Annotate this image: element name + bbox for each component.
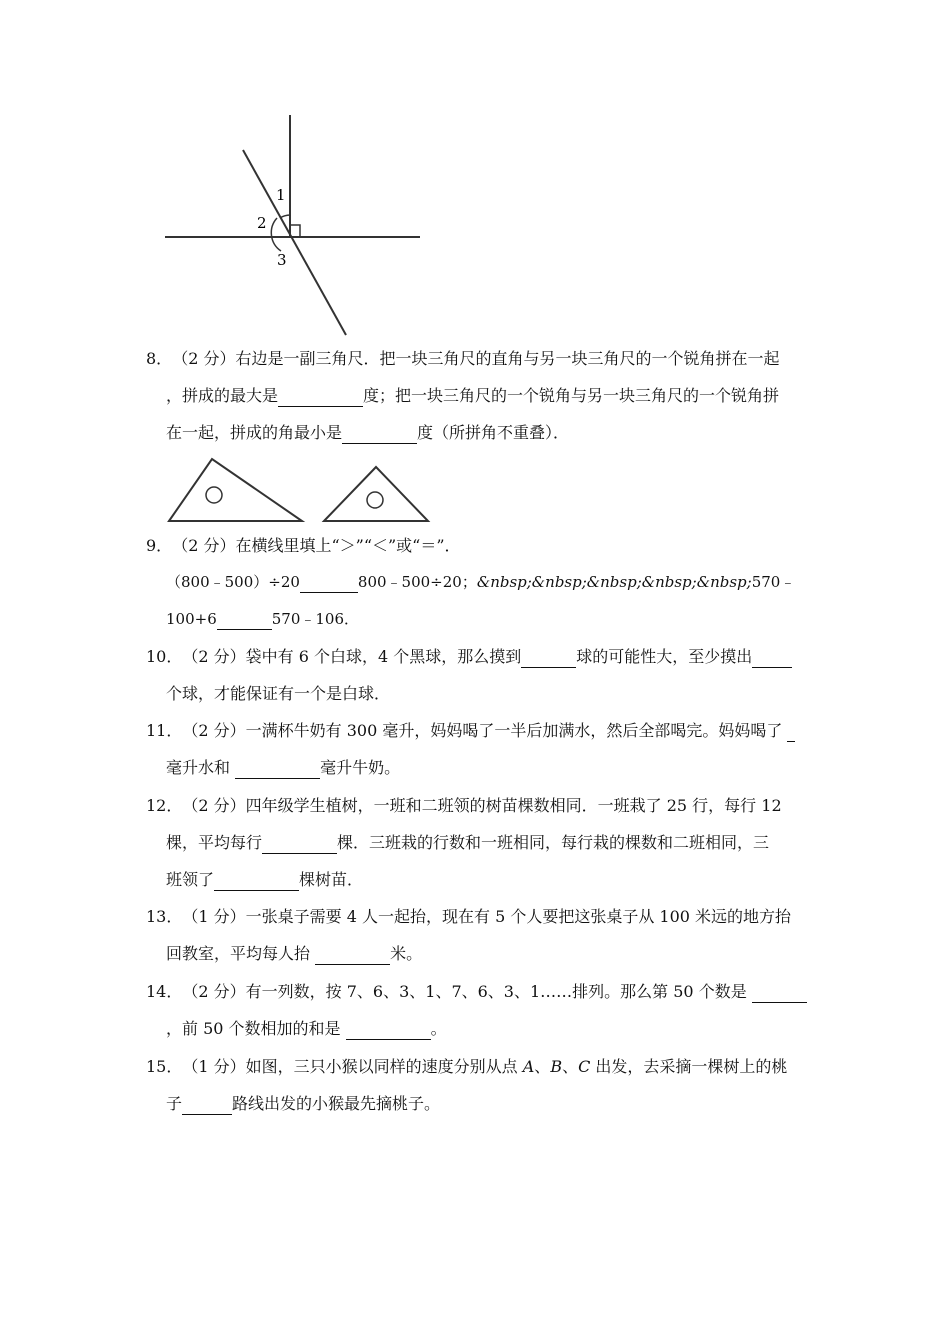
triangle-rulers-figure [160, 452, 440, 530]
question-15 [146, 1048, 810, 1122]
q10-line-1 [146, 638, 810, 675]
q13-blank-distance[interactable] [315, 942, 390, 965]
q14-blank-sum[interactable] [346, 1017, 431, 1040]
triangle-ruler-hole-2 [367, 492, 383, 508]
q9-expr-2: 800﹣500÷20； [357, 573, 477, 591]
q10-blank-count[interactable] [752, 645, 792, 668]
q12-text-3b: 棵树苗． [299, 870, 364, 889]
q13-text-1: （1 分）一张桌子需要 4 人一起抬，现在有 5 个人要把这张桌子从 100 米远的地方抬 [182, 907, 792, 926]
q14-text-2b: 。 [430, 1019, 447, 1038]
question-8 [146, 340, 810, 451]
q9-blank-1[interactable] [300, 570, 358, 593]
q12-text-2a: 棵，平均每行 [166, 833, 263, 852]
q12-line-2 [146, 824, 810, 861]
q8-number: 8． [146, 349, 173, 368]
angle-label-2: 2 [257, 214, 267, 232]
q8-line-2 [146, 377, 810, 414]
q11-text-2a: 毫升水和 [166, 758, 236, 777]
q15-point-a: A [522, 1057, 535, 1076]
oblique-line [243, 150, 346, 335]
q12-text-3a: 班领了 [166, 870, 215, 889]
q10-text-2: 个球，才能保证有一个是白球． [166, 684, 391, 703]
q9-number: 9． [146, 536, 173, 555]
q15-sep-2: 、 [562, 1057, 579, 1076]
q15-point-c: C [578, 1057, 591, 1076]
q14-text-1: （2 分）有一列数，按 7、6、3、1、7、6、3、1……排列。那么第 50 个数是 [182, 982, 752, 1001]
q15-line-2 [146, 1085, 810, 1122]
q8-blank-max-angle[interactable] [278, 384, 363, 407]
q9-nbsp-artifact: &nbsp;&nbsp;&nbsp;&nbsp;&nbsp; [476, 573, 752, 591]
q13-text-2a: 回教室，平均每人抬 [166, 944, 316, 963]
q14-blank-50th[interactable] [752, 980, 807, 1003]
q9-expr-3a: 570﹣ [751, 573, 796, 591]
q9-text-1: （2 分）在横线里填上“＞”“＜”或“＝”． [172, 536, 461, 555]
q10-blank-color[interactable] [521, 645, 576, 668]
question-10 [146, 638, 810, 712]
q9-blank-2[interactable] [217, 607, 272, 630]
question-9 [146, 527, 810, 638]
question-13 [146, 898, 810, 972]
q12-text-1: （2 分）四年级学生植树，一班和二班领的树苗棵数相同．一班栽了 25 行，每行 12 [182, 796, 782, 815]
q14-line-1 [146, 973, 810, 1010]
q8-text-2b: 度；把一块三角尺的一个锐角与另一块三角尺的一个锐角拼 [363, 386, 780, 405]
q11-blank-milk[interactable] [235, 756, 320, 779]
q12-blank-total[interactable] [214, 868, 299, 891]
q15-line-1 [146, 1048, 810, 1085]
question-12 [146, 787, 810, 898]
q11-blank-water[interactable] [787, 719, 795, 742]
question-11 [146, 712, 810, 786]
q8-text-3b: 度（所拼角不重叠）． [417, 423, 570, 442]
q11-number: 11． [146, 721, 183, 740]
q12-line-3 [146, 861, 810, 898]
q10-text-1b: 球的可能性大，至少摸出 [576, 647, 753, 666]
angle-label-3: 3 [277, 251, 287, 269]
q9-line-2 [146, 564, 810, 601]
q13-line-1 [146, 898, 810, 935]
q13-line-2 [146, 935, 810, 972]
angle-1-arc [280, 215, 290, 218]
q11-text-1: （2 分）一满杯牛奶有 300 毫升，妈妈喝了一半后加满水，然后全部喝完。妈妈喝了 [182, 721, 788, 740]
q8-text-3a: 在一起，拼成的角最小是 [166, 423, 343, 442]
q15-point-b: B [550, 1057, 563, 1076]
q10-line-2 [146, 675, 810, 712]
q15-sep-1: 、 [534, 1057, 551, 1076]
question-14 [146, 973, 810, 1047]
q11-text-2b: 毫升牛奶。 [320, 758, 401, 777]
q12-number: 12． [146, 796, 183, 815]
q13-text-2b: 米。 [390, 944, 423, 963]
angle-2-arc [271, 218, 281, 251]
q14-text-2a: ，前 50 个数相加的和是 [166, 1019, 346, 1038]
q10-text-1a: （2 分）袋中有 6 个白球，4 个黑球，那么摸到 [182, 647, 522, 666]
q14-number: 14． [146, 982, 183, 1001]
q15-text-2b: 路线出发的小猴最先摘桃子。 [232, 1094, 441, 1113]
q8-text-2a: ，拼成的最大是 [166, 386, 279, 405]
q11-line-1 [146, 712, 810, 749]
q10-number: 10． [146, 647, 183, 666]
q12-line-1 [146, 787, 810, 824]
q9-line-3 [146, 601, 810, 638]
q9-expr-4: 570﹣106． [271, 610, 360, 628]
q12-blank-per-row[interactable] [262, 831, 337, 854]
q12-text-2b: 棵．三班栽的行数和一班相同，每行栽的棵数和二班相同，三 [337, 833, 770, 852]
q8-text-1: （2 分）右边是一副三角尺．把一块三角尺的直角与另一块三角尺的一个锐角拼在一起 [172, 349, 780, 368]
q15-number: 15． [146, 1057, 183, 1076]
q15-blank-route[interactable] [182, 1092, 232, 1115]
q14-line-2 [146, 1010, 810, 1047]
q15-text-2a: 子 [166, 1094, 183, 1113]
q15-text-1b: 出发，去采摘一棵树上的桃 [590, 1057, 788, 1076]
triangle-ruler-30-60 [169, 459, 302, 521]
q9-expr-1: （800﹣500）÷20 [166, 573, 300, 591]
angle-figure [150, 110, 430, 345]
triangle-ruler-hole-1 [206, 487, 222, 503]
angle-label-1: 1 [276, 186, 286, 204]
triangle-ruler-45 [324, 467, 428, 521]
q13-number: 13． [146, 907, 183, 926]
q9-line-1 [146, 527, 810, 564]
q8-line-1 [146, 340, 810, 377]
q9-expr-3b: 100+6 [166, 610, 217, 628]
q15-text-1a: （1 分）如图，三只小猴以同样的速度分别从点 [182, 1057, 523, 1076]
q8-line-3 [146, 414, 810, 451]
q11-line-2 [146, 749, 810, 786]
q8-blank-min-angle[interactable] [342, 421, 417, 444]
